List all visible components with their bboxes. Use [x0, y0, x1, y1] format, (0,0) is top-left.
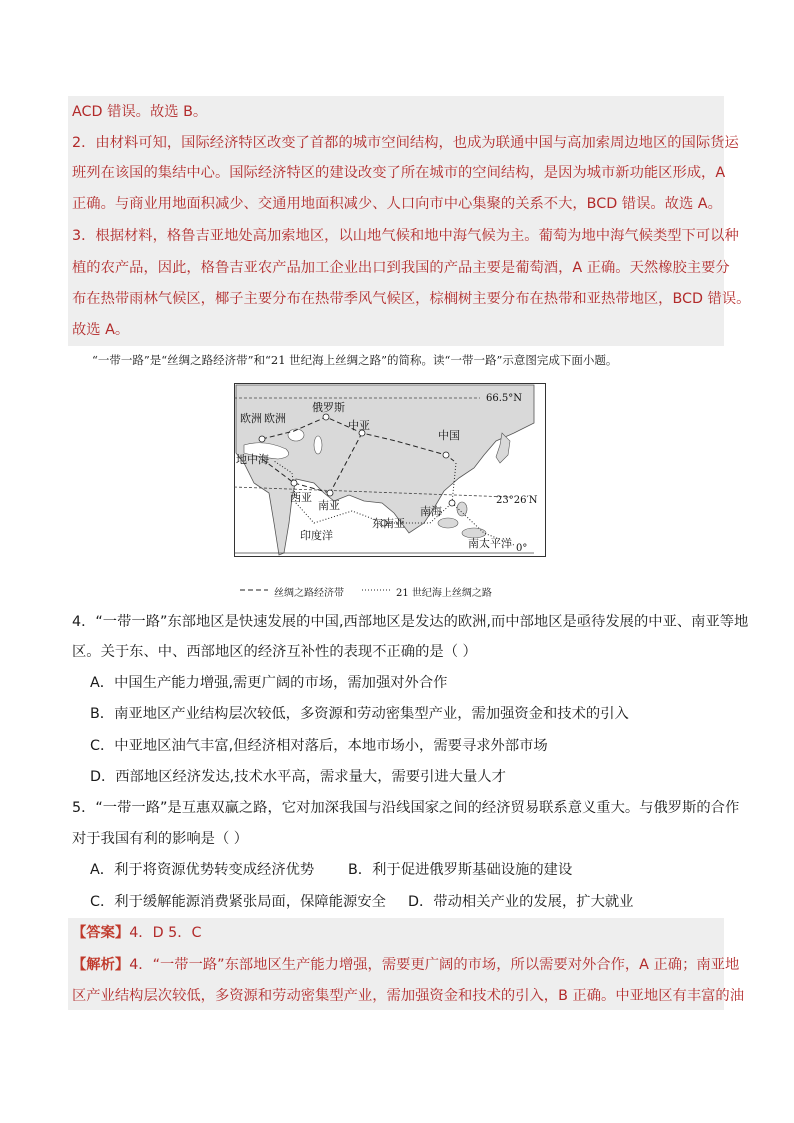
solution-line: 班列在该国的集结中心。国际经济特区的建设改变了所在城市的空间结构，是因为城市新功能区形成，A [72, 165, 726, 181]
label-south-asia: 南亚 [318, 499, 340, 512]
answer-text: 4．D 5．C [129, 925, 202, 941]
map-intro: “一带一路”是“丝绸之路经济带”和“21 世纪海上丝绸之路”的简称。读“一带一路”示意图完成下面小题。 [92, 353, 618, 367]
answer-tag: 【答案】 [72, 925, 130, 941]
q5-stem: 对于我国有利的影响是（ ） [72, 831, 249, 847]
label-china: 中国 [438, 429, 460, 442]
solution-line: 植的农产品，因此，格鲁吉亚农产品加工企业出口到我国的产品主要是葡萄酒，A 正确。天然橡胶主要分 [72, 260, 730, 276]
solution-line: 正确。与商业用地面积减少、交通用地面积减少、人口向市中心集聚的关系不大，BCD 错误。故选 A。 [72, 196, 722, 212]
label-arctic-circle: 66.5°N [486, 393, 523, 404]
label-west-asia: 西亚 [290, 491, 312, 504]
analysis-text: 4．“一带一路”东部地区生产能力增强，需要更广阔的市场，所以需要对外合作，A 正确；南亚地 [129, 957, 740, 973]
q4-stem: 4．“一带一路”东部地区是快速发展的中国,西部地区是发达的欧洲,而中部地区是亟待发展的中亚、南亚等地 [72, 614, 749, 630]
solution-line: ACD 错误。故选 B。 [72, 104, 208, 120]
q4-option-c: C．中亚地区油气丰富,但经济相对落后，本地市场小，需要寻求外部市场 [90, 738, 548, 754]
q4-option-a: A．中国生产能力增强,需更广阔的市场，需加强对外合作 [90, 675, 448, 691]
q5-stem: 5．“一带一路”是互惠双赢之路，它对加深我国与沿线国家之间的经济贸易联系意义重大。与俄罗斯的合作 [72, 800, 740, 816]
label-europe-1: 欧洲 [240, 412, 262, 425]
legend-belt: 丝绸之路经济带 [274, 588, 344, 599]
label-equator: 0° [516, 543, 528, 554]
label-south-pacific: 南太平洋 [468, 537, 512, 550]
map-drawing [234, 383, 546, 557]
label-southeast-asia: 东南亚 [372, 517, 405, 530]
q5-option-c: C．利于缓解能源消费紧张局面，保障能源安全 [90, 894, 386, 910]
q4-option-b: B．南亚地区产业结构层次较低，多资源和劳动密集型产业，需加强资金和技术的引入 [90, 706, 629, 722]
legend-dot-symbol [362, 584, 392, 594]
solution-line: 3．根据材料，格鲁吉亚地处高加索地区，以山地气候和地中海气候为主。葡萄为地中海气候类型下可以种 [72, 228, 739, 244]
analysis-tag: 【解析】 [72, 957, 130, 973]
solution-line: 故选 A。 [72, 322, 130, 338]
legend-road: 21 世纪海上丝绸之路 [396, 588, 492, 599]
label-europe-2: 欧洲 [264, 412, 286, 425]
label-russia: 俄罗斯 [312, 401, 345, 414]
legend-dash-symbol [240, 584, 270, 594]
q5-option-d: D．带动相关产业的发展，扩大就业 [408, 894, 634, 910]
solution-line: 布在热带雨林气候区，椰子主要分布在热带季风气候区，棕榈树主要分布在热带和亚热带地区，BCD 错误。 [72, 291, 751, 307]
label-tropic: 23°26′N [496, 495, 538, 506]
label-indian-ocean: 印度洋 [300, 529, 333, 542]
solution-line: 2．由材料可知，国际经济特区改变了首都的城市空间结构，也成为联通中国与高加索周边地区的国际货运 [72, 135, 739, 151]
analysis-line [72, 955, 739, 975]
answer-line [72, 923, 202, 943]
q5-option-a: A．利于将资源优势转变成经济优势 [90, 862, 315, 878]
label-south-sea: 南海 [420, 505, 442, 518]
q5-option-b: B．利于促进俄罗斯基础设施的建设 [348, 862, 573, 878]
q4-option-d: D．西部地区经济发达,技术水平高，需求量大，需要引进大量人才 [90, 769, 506, 785]
q4-stem: 区。关于东、中、西部地区的经济互补性的表现不正确的是（ ） [72, 644, 477, 660]
analysis-line: 区产业结构层次较低，多资源和劳动密集型产业，需加强资金和技术的引入，B 正确。中亚地区有丰富的油 [72, 988, 745, 1004]
label-central-asia: 中亚 [348, 419, 370, 432]
label-mediterranean: 地中海 [236, 453, 269, 466]
